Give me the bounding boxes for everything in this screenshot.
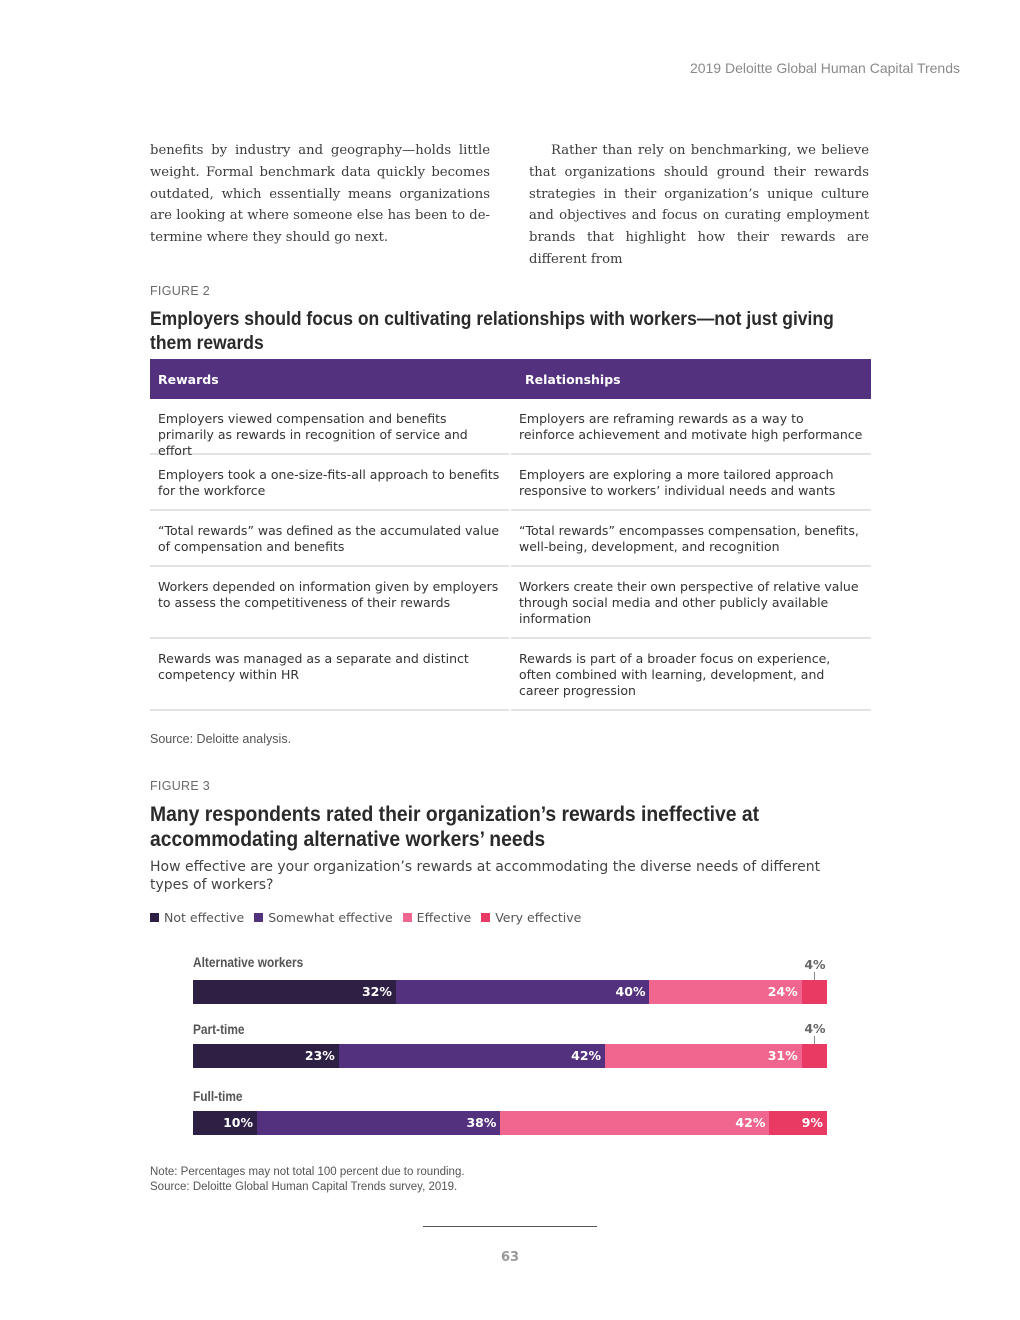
table-row: [150, 455, 871, 511]
data-label-callout: 4%: [804, 1021, 826, 1036]
table-body: [150, 399, 871, 711]
table-header-row: [150, 359, 871, 399]
bar-segment: [396, 980, 650, 1004]
rewards-relationships-table: [150, 359, 871, 711]
table-row: [150, 399, 871, 458]
legend-swatch: [150, 913, 159, 922]
data-label: 9%: [801, 1115, 823, 1130]
figure-3-label: FIGURE 3: [150, 779, 211, 793]
rewards-cell: Employers took a one-size-fits-all approach to benefits for the workforce: [150, 455, 509, 511]
legend-label: Very effective: [495, 910, 582, 925]
legend-swatch: [254, 913, 263, 922]
stacked-bar: [193, 1111, 827, 1135]
column-header-rewards: Rewards: [158, 371, 219, 387]
bar-segment: [193, 1044, 339, 1068]
rewards-cell: “Total rewards” was defined as the accumulated value of compensation and benefits: [150, 511, 509, 567]
bar-segment: [193, 1111, 257, 1135]
figure-2-label: FIGURE 2: [150, 284, 211, 298]
bar-segment: [339, 1044, 605, 1068]
relationships-cell: Workers create their own perspective of relative value through social media and other publicly available information: [511, 567, 871, 639]
legend-label: Somewhat effective: [268, 910, 393, 925]
legend-item: [481, 910, 581, 925]
chart-legend: [150, 910, 581, 925]
figure-2-title: Employers should focus on cultivating relationships with workers—not just giving them rewards: [150, 309, 834, 354]
legend-swatch: [403, 913, 412, 922]
data-label: 24%: [767, 984, 798, 999]
rewards-cell: Workers depended on information given by employers to assess the competitiveness of their rewards: [150, 567, 509, 639]
data-label: 40%: [615, 984, 646, 999]
category-label: Part-time: [193, 1022, 245, 1037]
legend-item: [403, 910, 472, 925]
chart-source: Source: Deloitte Global Human Capital Trends survey, 2019.: [150, 1181, 458, 1193]
running-header: 2019 Deloitte Global Human Capital Trends: [689, 60, 960, 76]
legend-item: [150, 910, 244, 925]
rewards-cell: Employers viewed compensation and benefits primarily as rewards in recognition of service and effort: [150, 399, 509, 455]
relationships-cell: “Total rewards” encompasses compensation, benefits, well-being, development, and recognition: [511, 511, 871, 567]
bar-segment: [649, 980, 801, 1004]
legend-swatch: [481, 913, 490, 922]
bar-segment: [500, 1111, 769, 1135]
body-text-left-column: benefits by industry and geography—holds little weight. Formal benchmark data quickly becomes outdated, which essentially means organizations are looking at where someone else has been to de-termine where they should go next.: [150, 143, 490, 246]
bar-segment: [193, 980, 396, 1004]
callout-tick: [814, 972, 815, 980]
legend-label: Effective: [416, 910, 472, 925]
table-row: [150, 567, 871, 639]
stacked-bar: [193, 980, 827, 1004]
data-label: 42%: [571, 1048, 602, 1063]
chart-note: Note: Percentages may not total 100 percent due to rounding.: [150, 1166, 465, 1178]
body-text-right-column: Rather than rely on benchmarking, we believe that organizations should ground their rewards strategies in their organization’s unique culture and objectives and focus on curating employment brands that highlight how their rewards are different from: [529, 143, 869, 267]
table-row: [150, 511, 871, 567]
column-header-relationships: Relationships: [525, 371, 621, 387]
bar-segment: [257, 1111, 500, 1135]
category-label: Alternative workers: [193, 955, 304, 970]
data-label: 23%: [304, 1048, 335, 1063]
data-label: 38%: [466, 1115, 497, 1130]
data-label: 31%: [767, 1048, 798, 1063]
bar-segment: [802, 1044, 827, 1068]
footer-rule: [423, 1226, 597, 1227]
data-label: 42%: [735, 1115, 766, 1130]
bar-segment: [802, 980, 827, 1004]
figure-3-title: Many respondents rated their organization’s rewards ineffective at accommodating alternative workers’ needs: [150, 803, 760, 851]
figure-2-source: Source: Deloitte analysis.: [150, 732, 292, 746]
category-label: Full-time: [193, 1089, 243, 1104]
page-number: 63: [500, 1250, 520, 1265]
bar-segment: [605, 1044, 802, 1068]
chart-notes: [150, 1165, 465, 1195]
table-row: [150, 639, 871, 711]
bar-segment: [769, 1111, 827, 1135]
data-label: 10%: [223, 1115, 254, 1130]
relationships-cell: Employers are reframing rewards as a way to reinforce achievement and motivate high performance: [511, 399, 871, 455]
data-label: 32%: [361, 984, 392, 999]
data-label-callout: 4%: [804, 957, 826, 972]
relationships-cell: Rewards is part of a broader focus on experience, often combined with learning, development, and career progression: [511, 639, 871, 711]
rewards-cell: Rewards was managed as a separate and distinct competency within HR: [150, 639, 509, 711]
callout-tick: [814, 1036, 815, 1044]
legend-label: Not effective: [164, 910, 245, 925]
stacked-bar: [193, 1044, 827, 1068]
relationships-cell: Employers are exploring a more tailored approach responsive to workers’ individual needs and wants: [511, 455, 871, 511]
legend-item: [254, 910, 392, 925]
figure-3-subtitle: How effective are your organization’s rewards at accommodating the diverse needs of different types of workers?: [150, 859, 821, 893]
